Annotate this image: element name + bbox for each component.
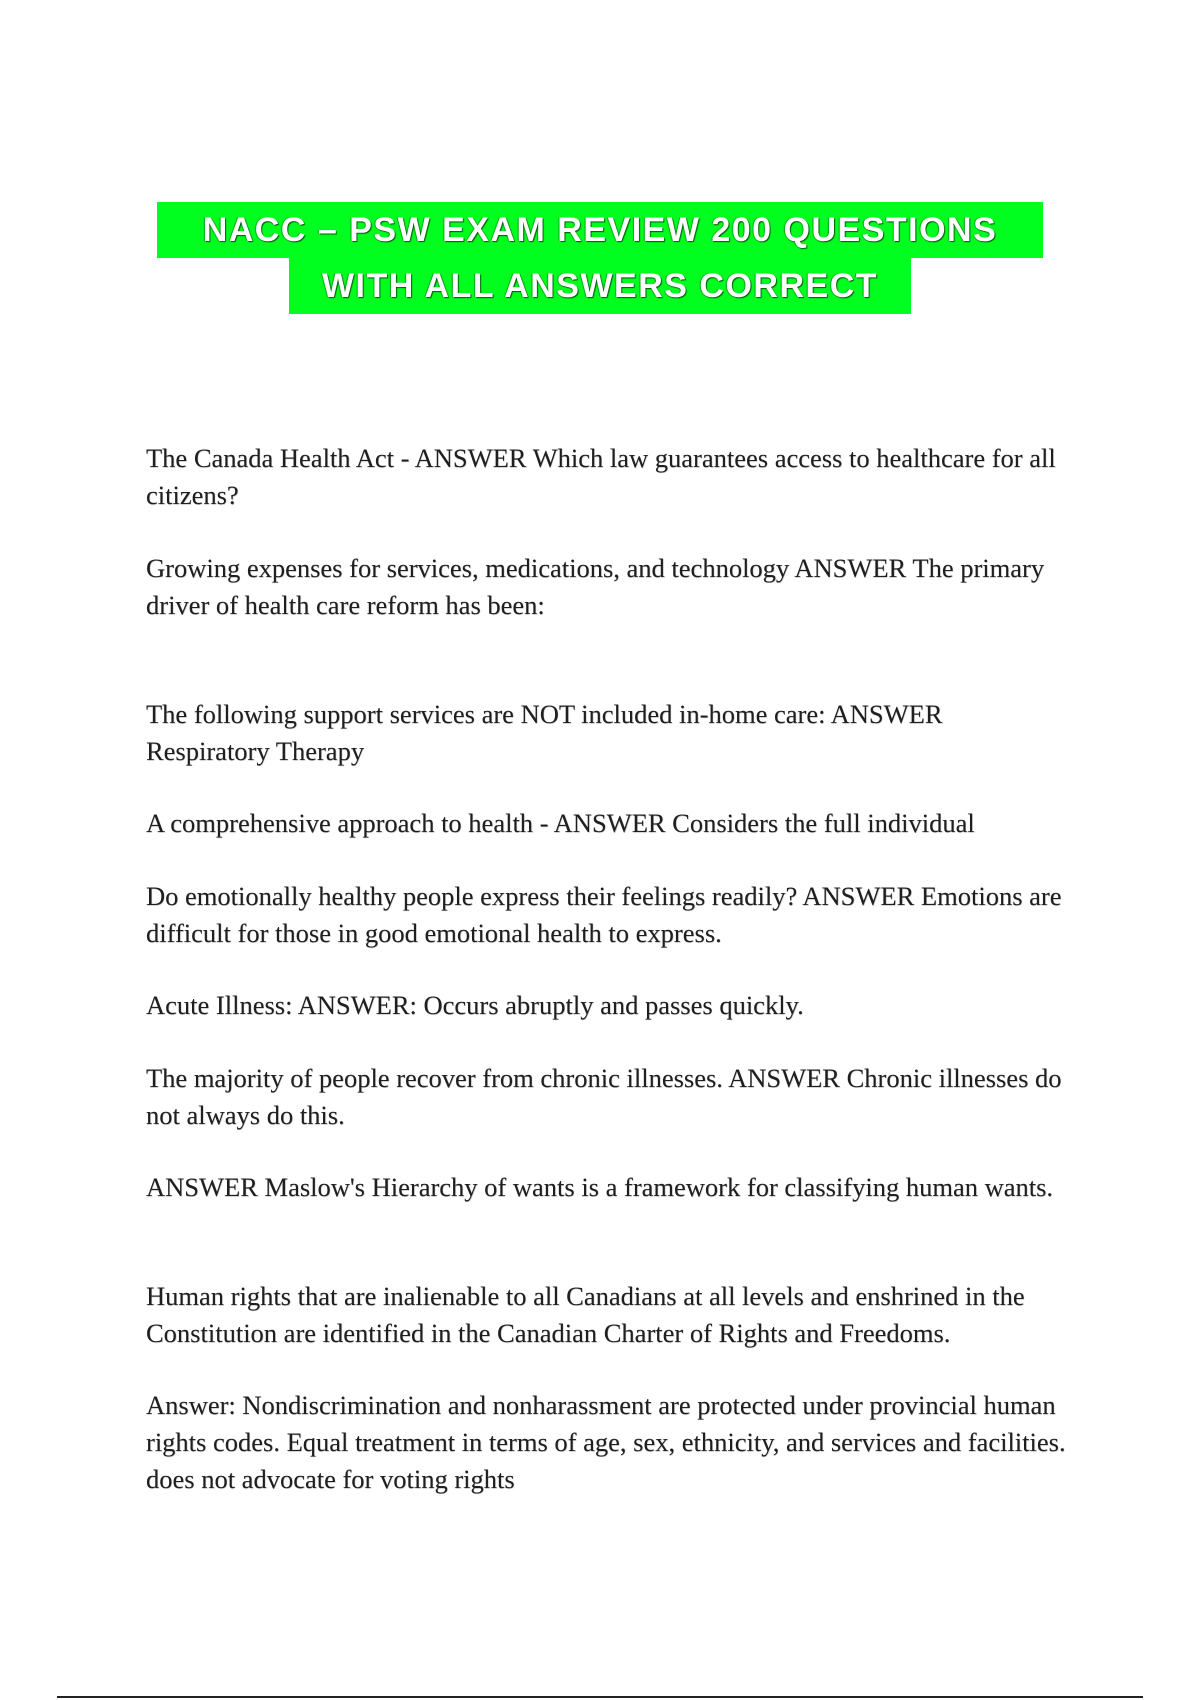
- qa-entry-10: Answer: Nondiscrimination and nonharassment are protected under provincial human rights codes. Equal treatment in terms of age, sex, ethnicity, and services and facilities. does not advocate for voting rights: [146, 1390, 1066, 1494]
- qa-entry-8: ANSWER Maslow's Hierarchy of wants is a framework for classifying human wants.: [146, 1172, 1054, 1202]
- qa-entry-6: Acute Illness: ANSWER: Occurs abruptly and passes quickly.: [146, 990, 804, 1020]
- qa-entry-5: Do emotionally healthy people express their feelings readily? ANSWER Emotions are difficult for those in good emotional health to express.: [146, 881, 1062, 948]
- qa-entry-1: The Canada Health Act - ANSWER Which law guarantees access to healthcare for all citizens?: [146, 443, 1056, 510]
- qa-entry-9: Human rights that are inalienable to all Canadians at all levels and enshrined in the Constitution are identified in the Canadian Charter of Rights and Freedoms.: [146, 1281, 1025, 1348]
- qa-entry-3: The following support services are NOT included in-home care: ANSWER Respiratory Therapy: [146, 699, 943, 766]
- title-line-2: WITH ALL ANSWERS CORRECT: [289, 258, 911, 314]
- qa-entry-4: A comprehensive approach to health - ANSWER Considers the full individual: [146, 808, 975, 838]
- qa-entry-2: Growing expenses for services, medications, and technology ANSWER The primary driver of health care reform has been:: [146, 553, 1045, 620]
- title-line-1: NACC – PSW EXAM REVIEW 200 QUESTIONS: [157, 202, 1043, 258]
- qa-entry-7: The majority of people recover from chronic illnesses. ANSWER Chronic illnesses do not always do this.: [146, 1063, 1062, 1130]
- footer-divider: [57, 1696, 1143, 1698]
- document-title: [0, 202, 1200, 314]
